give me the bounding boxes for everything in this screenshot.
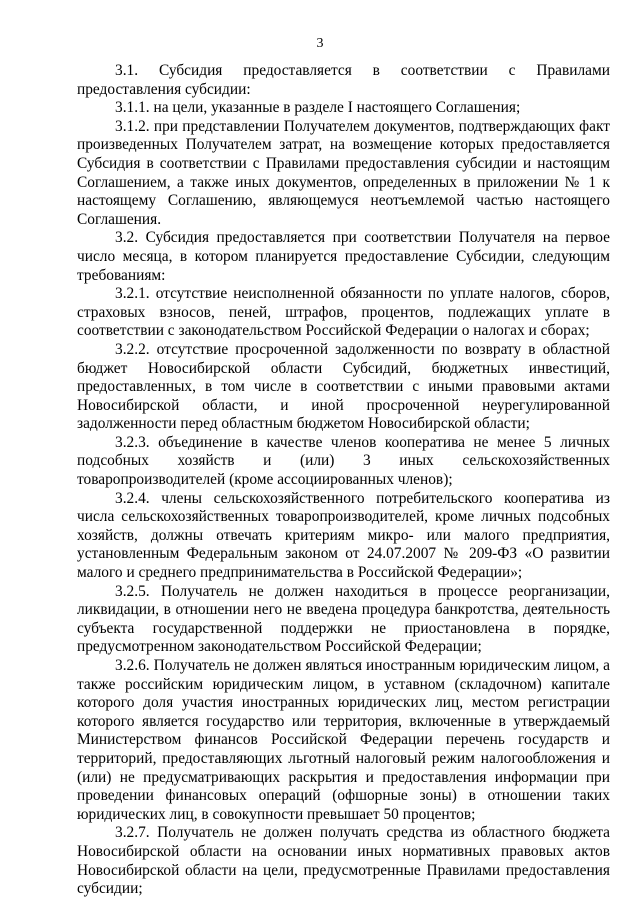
- paragraph-3-2-5: 3.2.5. Получатель не должен находиться в процессе реорганизации, ликвидации, в отношении него не введена процедура банкротства, деятельность субъекта государственной поддержки не приостановлена в порядке, предусмотренном законодательством Российской Федерации;: [77, 582, 610, 656]
- paragraph-3-2-4: 3.2.4. члены сельскохозяйственного потребительского кооператива из числа сельскохозяйственных товаропроизводителей, кроме личных подсобных хозяйств, должны отвечать критериям микро- или малого предприятия, установленным Федеральным законом от 24.07.2007 № 209-ФЗ «О развитии малого и среднего предпринимательства в Российской Федерации»;: [77, 489, 610, 582]
- paragraph-3-1-2: 3.1.2. при представлении Получателем документов, подтверждающих факт произведенных Получателем затрат, на возмещение которых предоставляется Субсидия в соответствии с Правилами предоставления субсидии и настоящим Соглашением, а также иных документов, определенных в приложении № 1 к настоящему Соглашению, являющемуся неотъемлемой частью настоящего Соглашения.: [77, 117, 610, 228]
- paragraph-3-2-7: 3.2.7. Получатель не должен получать средства из областного бюджета Новосибирской области на основании иных нормативных правовых актов Новосибирской области на цели, предусмотренные Правилами предоставления субсидии;: [77, 824, 610, 898]
- paragraph-3-2-2: 3.2.2. отсутствие просроченной задолженности по возврату в областной бюджет Новосибирской области Субсидий, бюджетных инвестиций, предоставленных, в том числе в соответствии с иными правовыми актами Новосибирской области, и иной просроченной неурегулированной задолженности перед областным бюджетом Новосибирской области;: [77, 340, 610, 433]
- paragraph-3-2: 3.2. Субсидия предоставляется при соответствии Получателя на первое число месяца, в котором планируется предоставление Субсидии, следующим требованиям:: [77, 229, 610, 284]
- paragraph-3-1-1: 3.1.1. на цели, указанные в разделе I настоящего Соглашения;: [115, 99, 521, 117]
- page-number: 3: [316, 36, 324, 51]
- paragraph-3-2-6: 3.2.6. Получатель не должен являться иностранным юридическим лицом, а также российским юридическим лицом, в уставном (складочном) капитале которого доля участия иностранных юридических лиц, местом регистрации которого является государство или территория, включенные в утверждаемый Министерством финансов Российской Федерации перечень государств и территорий, предоставляющих льготный налоговый режим налогообложения и (или) не предусматривающих раскрытия и предоставления информации при проведении финансовых операций (офшорные зоны) в отношении таких юридических лиц, в совокупности превышает 50 процентов;: [77, 657, 610, 823]
- paragraph-3-2-1: 3.2.1. отсутствие неисполненной обязанности по уплате налогов, сборов, страховых взносов, пеней, штрафов, процентов, подлежащих уплате в соответствии с законодательством Российской Федерации о налогах и сборах;: [77, 285, 610, 340]
- paragraph-3-2-3: 3.2.3. объединение в качестве членов кооператива не менее 5 личных подсобных хозяйств и (или) 3 иных сельскохозяйственных товаропроизводителей (кроме ассоциированных членов);: [77, 433, 610, 489]
- paragraph-3-1: 3.1. Субсидия предоставляется в соответствии с Правилами предоставления субсидии:: [77, 62, 610, 98]
- document-body: [77, 62, 610, 899]
